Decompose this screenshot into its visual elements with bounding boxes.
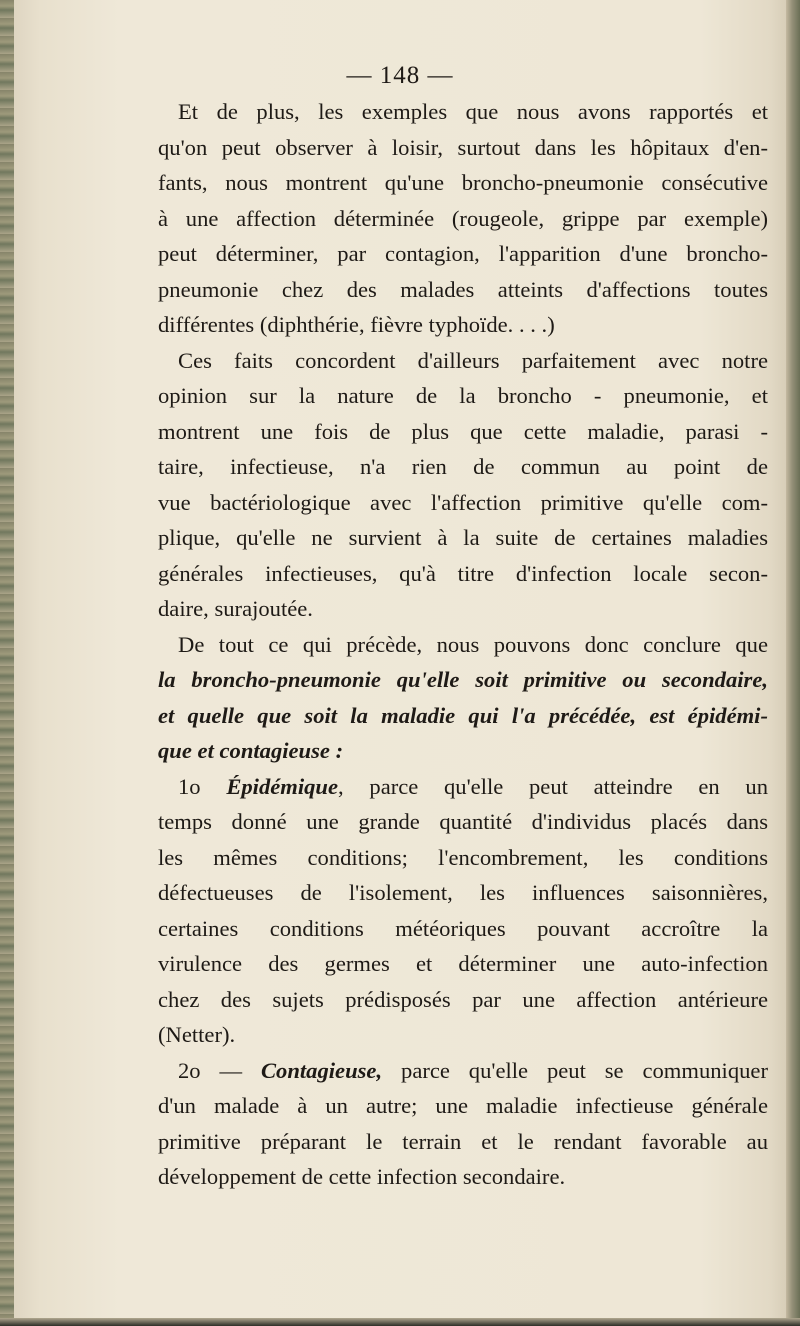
text-line: qu'on peut observer à loisir, surtout dans les hôpitaux d'en- — [158, 134, 768, 160]
text-line: Et de plus, les exemples que nous avons rapportés et — [178, 99, 768, 124]
text-line: différentes (diphthérie, fièvre typhoïde. . . .) — [158, 312, 555, 337]
text-line: taire, infectieuse, n'a rien de commun au point de — [158, 454, 768, 479]
text-line: fants, nous montrent qu'une broncho-pneumonie consécutive — [158, 170, 768, 195]
text-line: défectueuses de l'isolement, les influences saisonnières, — [158, 880, 768, 905]
text-line: temps donné une grande quantité d'individus placés dans — [158, 809, 768, 834]
line-rest: parce qu'elle peut se communiquer — [401, 1057, 768, 1083]
page-binding-edge-left — [0, 0, 14, 1326]
text-line: d'un malade à un autre; une maladie infectieuse générale — [158, 1093, 768, 1118]
text-line — [158, 1053, 768, 1089]
text-line: vue bactériologique avec l'affection primitive qu'elle com- — [158, 489, 768, 515]
italic-term: Contagieuse, — [260, 1057, 383, 1083]
text-line: à une affection déterminée (rougeole, grippe par exemple) — [158, 205, 768, 231]
text-line: virulence des germes et déterminer une auto-infection — [158, 951, 768, 976]
list-number: 2o — [178, 1057, 201, 1083]
body-text — [158, 94, 768, 1195]
italic-text: que et contagieuse : — [158, 738, 344, 763]
text-line: (Netter). — [158, 1022, 236, 1047]
text-line-italic — [158, 698, 768, 734]
page-number: — 148 — — [346, 62, 454, 89]
text-line: montrent une fois de plus que cette maladie, parasi - — [158, 418, 768, 444]
page-binding-edge-right — [786, 0, 800, 1326]
list-number: 1o — [178, 773, 201, 799]
text-line: opinion sur la nature de la broncho - pneumonie, et — [158, 383, 768, 408]
text-line: développement de cette infection secondaire. — [158, 1164, 566, 1189]
text-line: peut déterminer, par contagion, l'apparition d'une broncho- — [158, 241, 768, 266]
text-line: Ces faits concordent d'ailleurs parfaitement avec notre — [178, 347, 768, 373]
text-line: générales infectieuses, qu'à titre d'infection locale secon- — [158, 560, 768, 586]
italic-term: Épidémique — [226, 773, 339, 799]
text-line: primitive préparant le terrain et le rendant favorable au — [158, 1128, 768, 1154]
text-line: les mêmes conditions; l'encombrement, les conditions — [158, 844, 768, 870]
em-dash: — — [219, 1057, 243, 1083]
text-line: certaines conditions météoriques pouvant accroître la — [158, 915, 768, 941]
text-line — [158, 769, 768, 805]
italic-text: et quelle que soit la maladie qui l'a précédée, est épidémi- — [158, 702, 768, 728]
text-line-italic — [158, 733, 768, 769]
text-line: plique, qu'elle ne survient à la suite de certaines maladies — [158, 525, 768, 550]
text-line: daire, surajoutée. — [158, 596, 313, 621]
text-line-italic — [158, 662, 768, 698]
text-line: pneumonie chez des malades atteints d'affections toutes — [158, 276, 768, 302]
line-rest: , parce qu'elle peut atteindre en un — [338, 773, 768, 799]
italic-text: la broncho-pneumonie qu'elle soit primitive ou secondaire, — [158, 667, 768, 692]
text-line: De tout ce qui précède, nous pouvons donc conclure que — [178, 631, 768, 657]
page-bottom-edge — [0, 1318, 800, 1326]
text-line: chez des sujets prédisposés par une affection antérieure — [158, 986, 768, 1012]
